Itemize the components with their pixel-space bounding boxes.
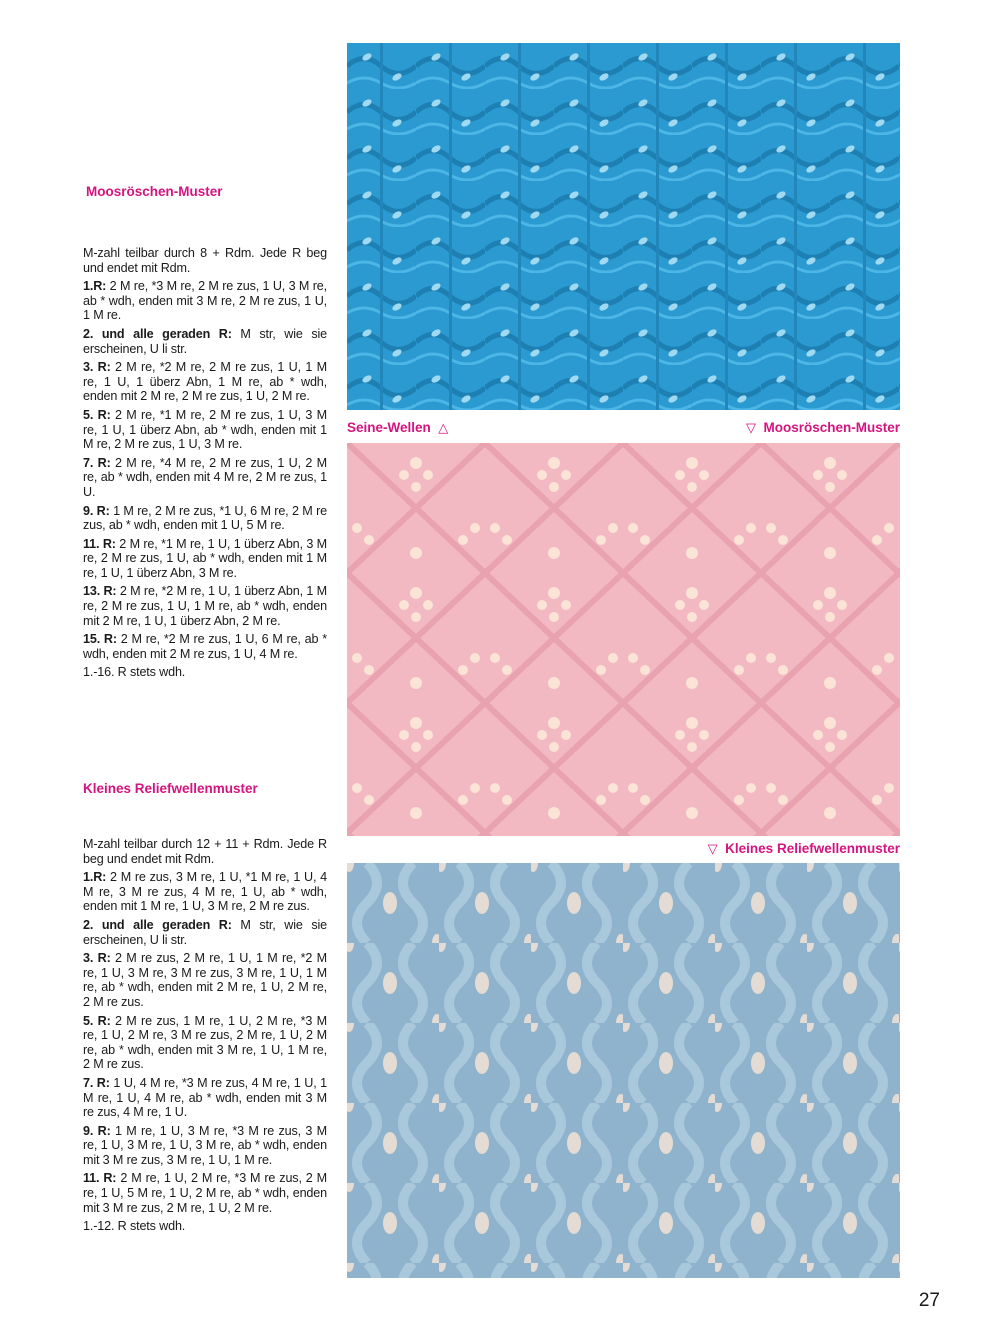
knit-swatch-icon bbox=[347, 43, 900, 410]
instruction-paragraph: 1.R: 2 M re zus, 3 M re, 1 U, *1 M re, 1 U, 4 M re, 3 M re zus, 4 M re, 1 U, ab * wdh, enden mit 1 M re, 1 U, 3 M re, 2 M re zus. bbox=[83, 870, 327, 914]
instruction-paragraph: 1.-16. R stets wdh. bbox=[83, 665, 186, 680]
knit-swatch-icon bbox=[347, 443, 900, 836]
instruction-paragraph: 9. R: 1 M re, 1 U, 3 M re, *3 M re zus, 3 M re, 1 U, 3 M re, 1 U, 3 M re, ab * wdh, enden mit 3 M re zus, 3 M re, 1 U, 1 M re. bbox=[83, 1123, 327, 1167]
instruction-paragraph: 7. R: 1 U, 4 M re, *3 M re zus, 4 M re, 1 U, 1 M re, 1 U, 4 M re, ab * wdh, enden mit 3 M re zus, 4 M re, 1 U. bbox=[83, 1075, 327, 1120]
instructions bbox=[83, 837, 327, 1234]
instruction-paragraph: 3. R: 2 M re, *2 M re, 2 M re zus, 1 U, 1 M re, 1 U, 1 überz Abn, 1 M re, ab * wdh, enden mit 2 M re, 2 M re zus, 1 U, 2 M re. bbox=[83, 360, 327, 404]
swatch-photo-grey bbox=[347, 863, 900, 1278]
swatch-photo-pink bbox=[347, 443, 900, 836]
instruction-paragraph: M-zahl teilbar durch 8 + Rdm. Jede R beg und endet mit Rdm. bbox=[83, 246, 327, 275]
instruction-paragraph: 11. R: 2 M re, *1 M re, 1 U, 1 überz Abn, 3 M re, 2 M re zus, 1 U, ab * wdh, enden mit 1 M re, 1 U, 1 überz Abn, 3 M re. bbox=[83, 536, 327, 580]
instruction-paragraph: 5. R: 2 M re zus, 1 M re, 1 U, 2 M re, *3 M re, 1 U, 2 M re, 3 M re zus, 2 M re, 1 U, 2 M re, ab * wdh, enden mit 3 M re, 1 U, 1 M re, 2 M re zus. bbox=[83, 1013, 327, 1072]
triangle-down-icon: ▽ bbox=[745, 420, 756, 435]
knit-swatch-icon bbox=[347, 863, 900, 1278]
instruction-paragraph: 15. R: 2 M re, *2 M re zus, 1 U, 6 M re, ab * wdh, enden mit 2 M re zus, 1 U, 4 M re. bbox=[83, 632, 327, 661]
caption-moosroeschen: ▽ Moosröschen-Muster bbox=[745, 420, 900, 435]
triangle-down-icon: ▽ bbox=[707, 841, 718, 856]
section-moosroeschen bbox=[83, 184, 327, 684]
section-title: Kleines Reliefwellenmuster bbox=[83, 781, 258, 796]
instruction-paragraph: 1.-12. R stets wdh. bbox=[83, 1219, 186, 1234]
instruction-paragraph: 5. R: 2 M re, *1 M re, 2 M re zus, 1 U, 3 M re, 1 U, 1 überz Abn, ab * wdh, enden mit 1 M re, 2 M re zus, 1 U, 3 M re. bbox=[83, 407, 327, 452]
instruction-paragraph: 9. R: 1 M re, 2 M re zus, *1 U, 6 M re, 2 M re zus, ab * wdh, enden mit 1 U, 5 M re. bbox=[83, 503, 327, 533]
instruction-paragraph: 3. R: 2 M re zus, 2 M re, 1 U, 1 M re, *2 M re, 1 U, 3 M re, 3 M re zus, 3 M re, 1 U, 1 M re, ab * wdh, enden mit 2 M re, 1 U, 2 M re, 2 M re zus. bbox=[83, 951, 327, 1009]
instruction-paragraph: 7. R: 2 M re, *4 M re, 2 M re zus, 1 U, 2 M re, ab * wdh, enden mit 4 M re, 2 M re zus, 1 U. bbox=[83, 455, 327, 499]
instruction-paragraph: 11. R: 2 M re, 1 U, 2 M re, *3 M re zus, 2 M re, 1 U, 5 M re, 1 U, 2 M re, ab * wdh, enden mit 3 M re zus, 2 M re, 1 U, 2 M re. bbox=[83, 1171, 327, 1215]
instructions bbox=[83, 246, 327, 680]
instruction-paragraph: 13. R: 2 M re, *2 M re, 1 U, 1 überz Abn, 1 M re, 2 M re zus, 1 U, 1 M re, ab * wdh, enden mit 2 M re, 1 U, 1 überz Abn, 2 M re. bbox=[83, 584, 327, 628]
triangle-up-icon: △ bbox=[438, 420, 449, 435]
instruction-paragraph: 2. und alle geraden R: M str, wie sie erscheinen, U li str. bbox=[83, 917, 327, 947]
caption-seine-wellen: Seine-Wellen △ bbox=[347, 420, 449, 435]
instruction-paragraph: M-zahl teilbar durch 12 + 11 + Rdm. Jede R beg und endet mit Rdm. bbox=[83, 837, 327, 866]
section-title: Moosröschen-Muster bbox=[86, 184, 223, 199]
section-reliefwellen bbox=[83, 781, 327, 1238]
swatch-photo-blue bbox=[347, 43, 900, 410]
instruction-paragraph: 1.R: 2 M re, *3 M re, 2 M re zus, 1 U, 3 M re, ab * wdh, enden mit 3 M re, 2 M re zus, 1 U, 1 M re. bbox=[83, 279, 327, 323]
page-number: 27 bbox=[918, 1290, 940, 1311]
instruction-paragraph: 2. und alle geraden R: M str, wie sie erscheinen, U li str. bbox=[83, 326, 327, 356]
caption-kleines-reliefwellenmuster: ▽ Kleines Reliefwellenmuster bbox=[707, 841, 900, 856]
